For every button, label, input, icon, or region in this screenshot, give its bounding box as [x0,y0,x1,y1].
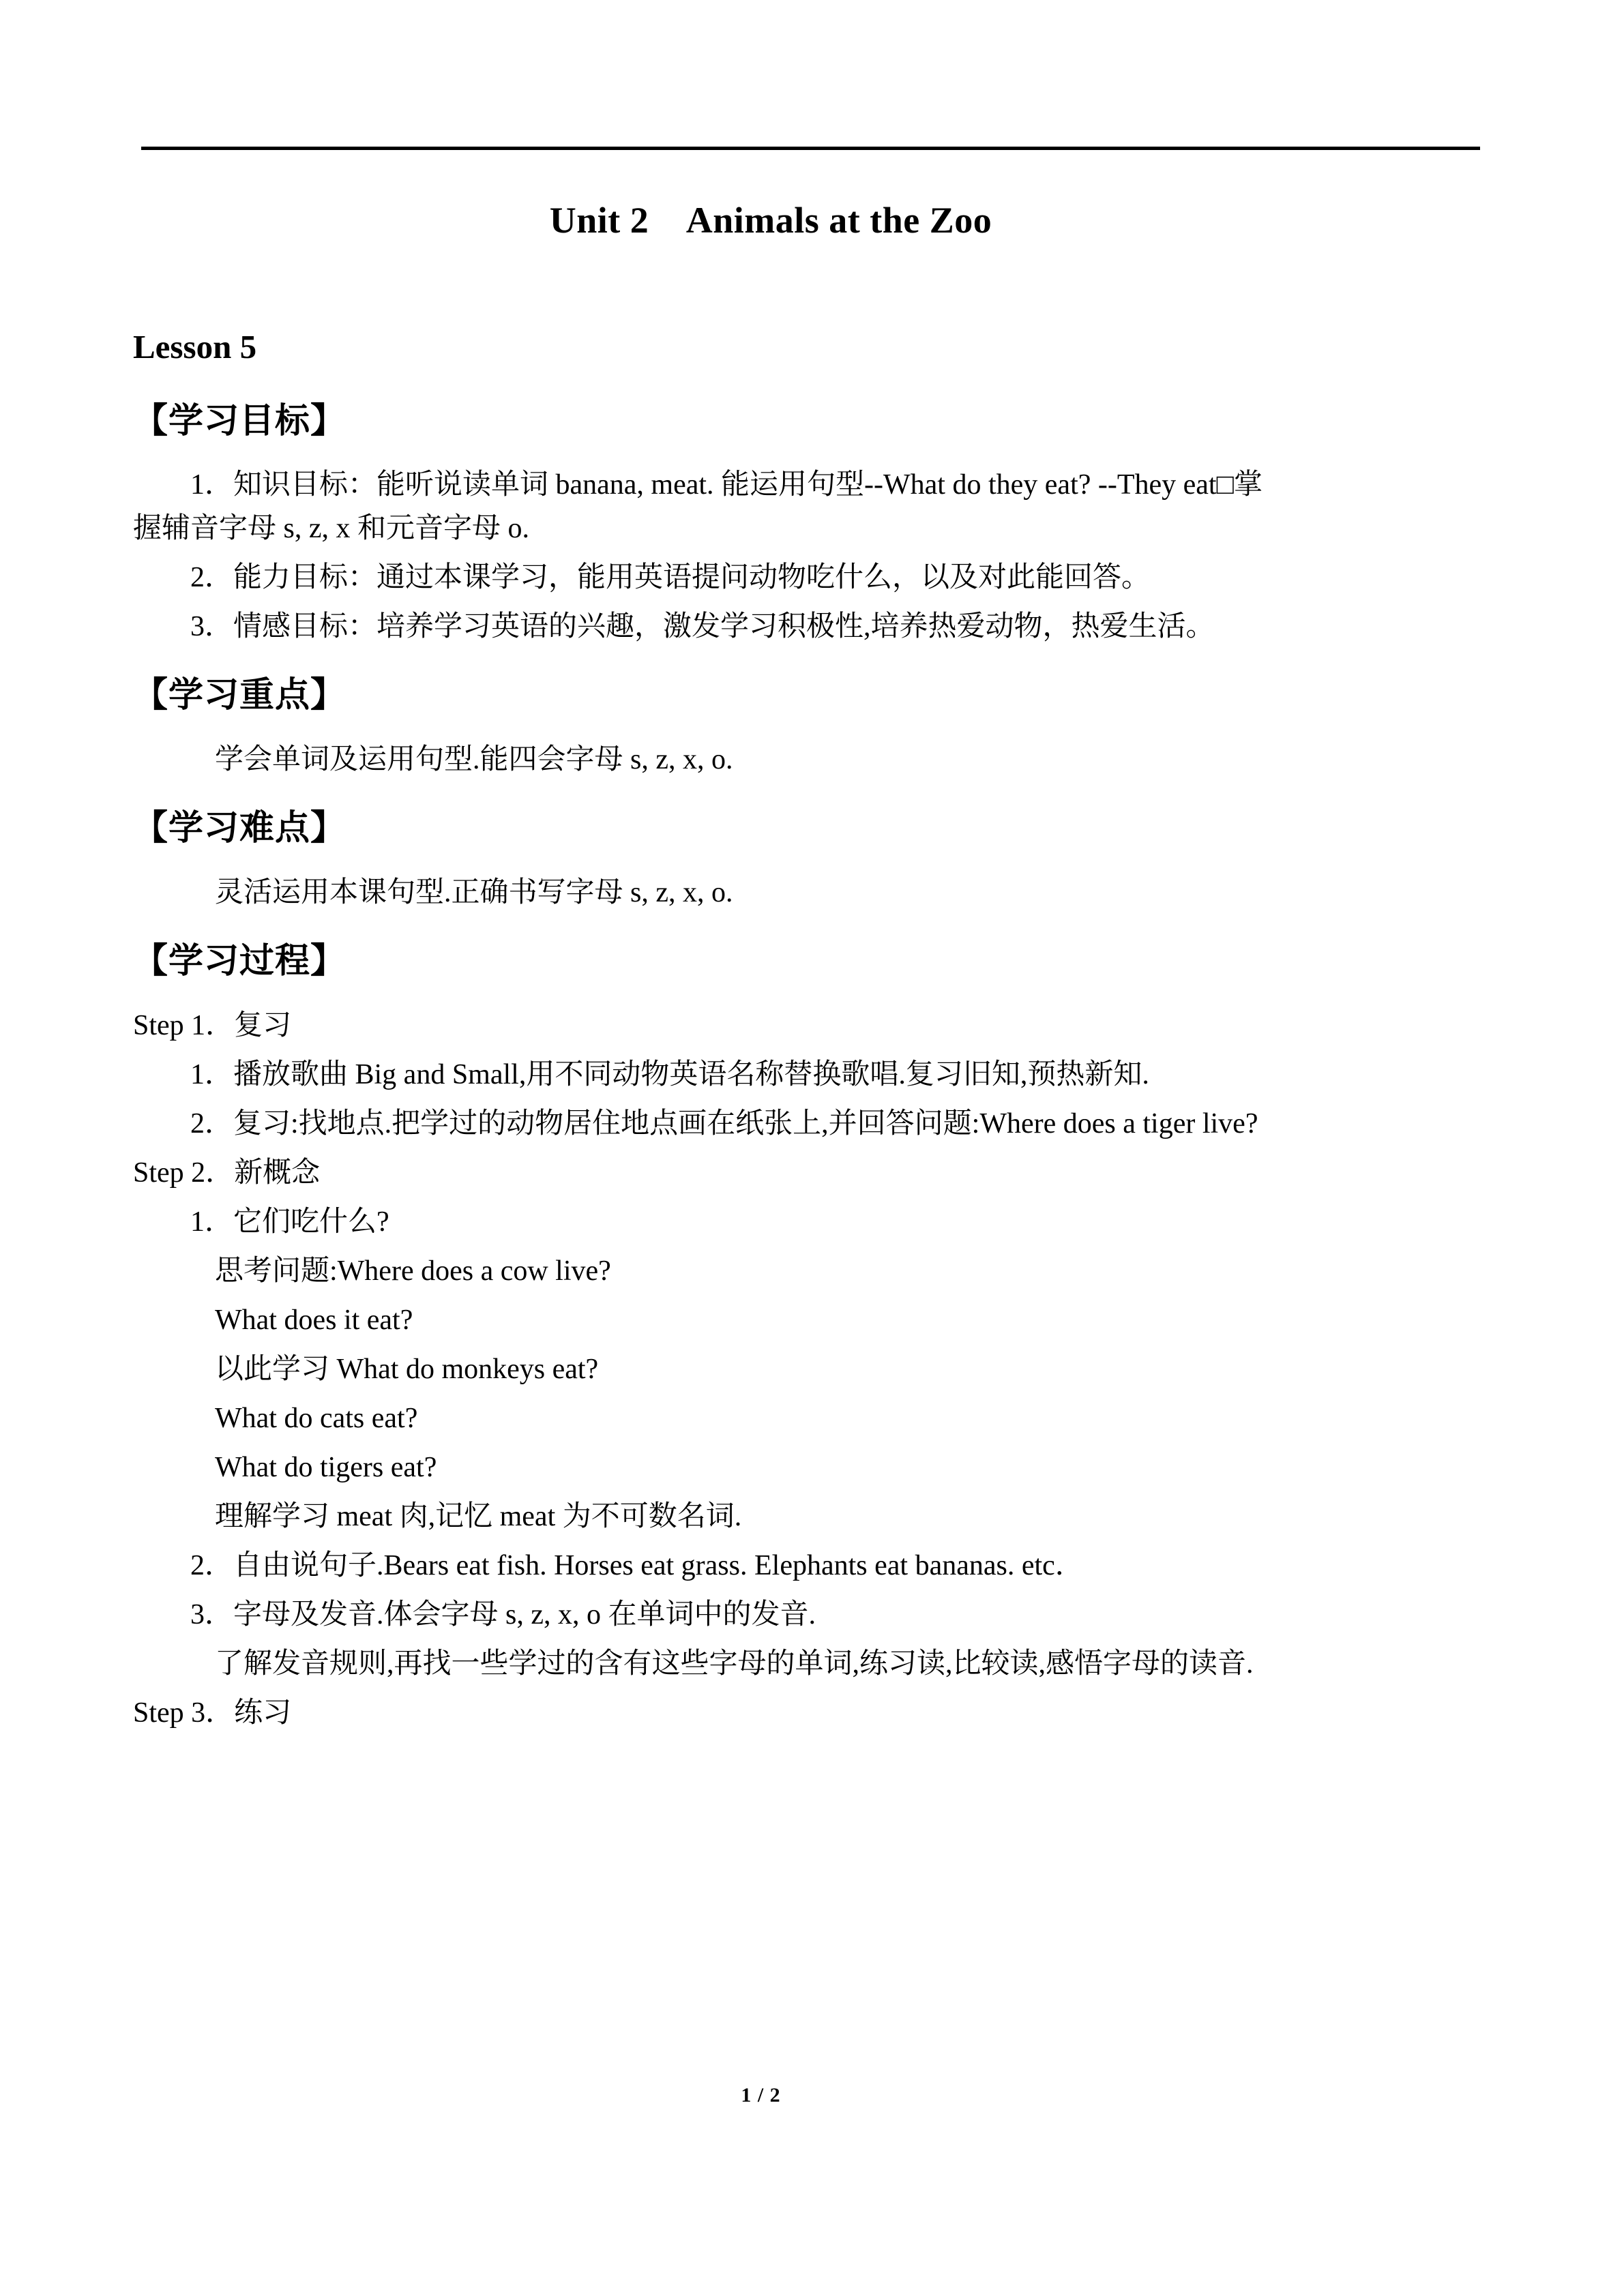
page-footer: 1 / 2 [741,2084,781,2106]
step-3-label: Step 3．练习 [133,1697,292,1729]
objective-item-1-line-2: 握辅音字母 s, z, x 和元音字母 o. [133,513,529,545]
objective-item-3: 3．情感目标：培养学习英语的兴趣，激发学习积极性,培养热爱动物，热爱生活。 [190,611,1215,643]
page-title: Unit 2 Animals at the Zoo [549,200,992,241]
objective-item-1-line-1: 1．知识目标：能听说读单词 banana, meat. 能运用句型--What do they eat? --They eat□掌 [190,469,1263,501]
step-2-pronunciation-rules: 了解发音规则,再找一些学过的含有这些字母的单词,练习读,比较读,感悟字母的读音. [215,1648,1254,1680]
lesson-heading: Lesson 5 [133,327,257,366]
section-heading-process: 【学习过程】 [133,942,346,981]
step-2-what-do-tigers-eat: What do tigers eat? [215,1452,437,1484]
step-2-item-3: 3．字母及发音.体会字母 s, z, x, o 在单词中的发音. [190,1599,816,1631]
objective-item-2: 2．能力目标：通过本课学习，能用英语提问动物吃什么，以及对此能回答。 [190,562,1151,594]
step-2-what-do-cats-eat: What do cats eat? [215,1403,418,1435]
difficult-points-body: 灵活运用本课句型.正确书写字母 s, z, x, o. [215,877,733,909]
step-2-what-does-it-eat: What does it eat? [215,1304,413,1337]
step-2-learn-monkeys: 以此学习 What do monkeys eat? [215,1354,599,1386]
step-1-label: Step 1．复习 [133,1010,292,1042]
step-2-item-1: 1．它们吃什么? [190,1206,389,1238]
section-heading-objectives: 【学习目标】 [133,402,346,441]
document-body [133,198,1490,1727]
step-1-item-2: 2．复习:找地点.把学过的动物居住地点画在纸张上,并回答问题:Where does a tiger live? [190,1108,1258,1140]
step-2-item-2: 2．自由说句子.Bears eat fish. Horses eat grass. Elephants eat bananas. etc． [190,1550,1084,1582]
section-heading-key-points: 【学习重点】 [133,676,346,715]
header-divider-rule [141,147,1480,150]
section-heading-difficult-points: 【学习难点】 [133,809,346,848]
step-2-think-question: 思考问题:Where does a cow live? [215,1255,611,1287]
key-points-body: 学会单词及运用句型.能四会字母 s, z, x, o. [215,744,733,776]
step-2-label: Step 2．新概念 [133,1157,321,1189]
step-1-item-1: 1．播放歌曲 Big and Small,用不同动物英语名称替换歌唱.复习旧知,预热新知. [190,1059,1149,1091]
step-2-meat-note: 理解学习 meat 肉,记忆 meat 为不可数名词. [215,1501,742,1533]
